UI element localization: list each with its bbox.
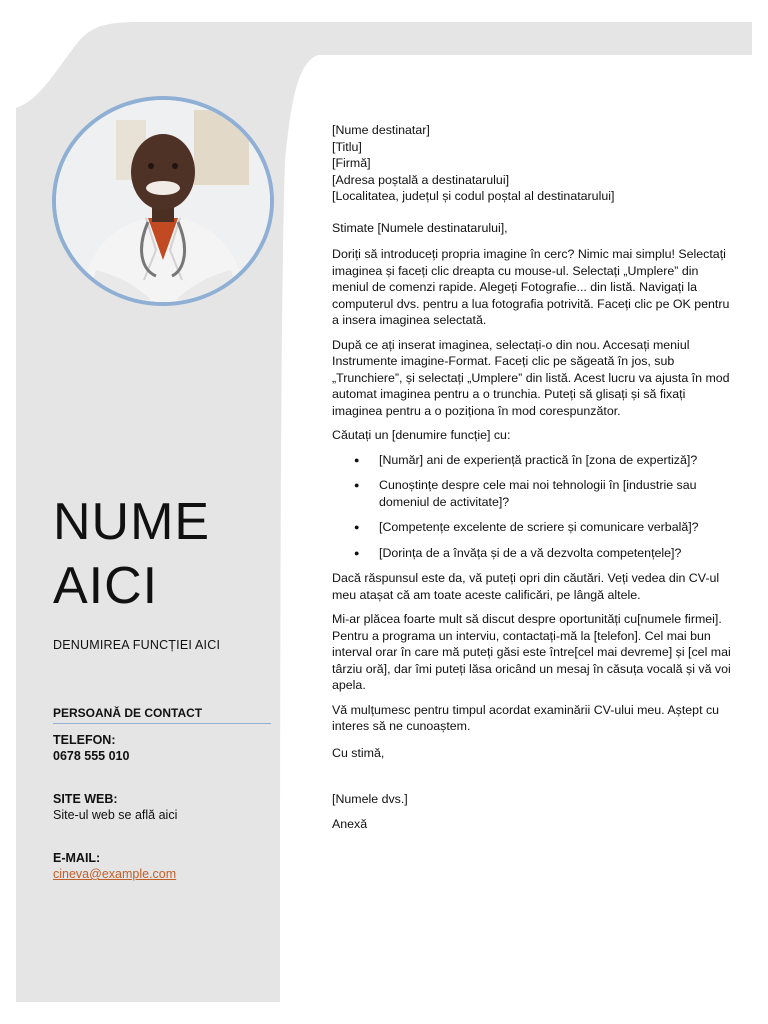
paragraph-1: Doriți să introduceți propria imagine în cerc? Nimic mai simplu! Selectați imaginea și faceți clic dreapta cu mouse-ul. Selectați „Umplere” din meniul de comenzi rapide. Alegeți Fotografie... din listă. Navigați la computerul dvs. pentru a lua fotografia potrivită. Faceți clic pe OK pentru a insera imaginea selectată. — [332, 247, 730, 327]
web-label: SITE WEB: — [53, 792, 118, 806]
contact-heading: PERSOANĂ DE CONTACT — [53, 706, 271, 724]
list-item: ● [Competențe excelente de scriere și comunicare verbală]? — [379, 519, 732, 536]
paragraph-3: Căutați un [denumire funcție] cu: — [332, 428, 511, 442]
recipient-address-line: [Adresa poștală a destinatarului] — [332, 172, 510, 187]
salutation: Stimate [Numele destinatarului], — [332, 220, 508, 235]
cover-letter — [332, 104, 732, 840]
email-link[interactable]: cineva@example.com — [53, 867, 177, 881]
email-link-wrap — [53, 867, 176, 881]
name-line-2: AICI — [53, 557, 159, 615]
phone-value: 0678 555 010 — [53, 749, 130, 763]
job-title: DENUMIREA FUNCȚIEI AICI — [53, 638, 221, 652]
candidate-name — [53, 490, 283, 618]
qualifications-list — [332, 452, 732, 562]
closing: Cu stimă, — [332, 745, 385, 760]
signature: [Numele dvs.] — [332, 792, 408, 806]
enclosure: Anexă — [332, 816, 368, 831]
web-value: Site-ul web se află aici — [53, 808, 178, 822]
list-item: ● [Număr] ani de experiență practică în [zona de expertiză]? — [379, 452, 732, 469]
paragraph-5: Mi-ar plăcea foarte mult să discut despre oportunități cu[numele firmei]. Pentru a programa un interviu, contactați-mă la [telefon]. Cel mai bun interval orar în care mă puteți găsi este între[cel mai devreme] și [cel mai târziu oră], dar îmi puteți lăsa oricând un mesaj în căsuța vocală și vă voi apela. — [332, 612, 731, 692]
recipient-name: [Nume destinatar] — [332, 123, 430, 137]
recipient-title: [Titlu] — [332, 139, 362, 154]
phone-label: TELEFON: — [53, 733, 116, 747]
paragraph-6: Vă mulțumesc pentru timpul acordat examinării CV-ului meu. Aștept cu interes să ne cunoaștem. — [332, 702, 720, 733]
name-line-1: NUME — [53, 493, 211, 551]
recipient-city-line: [Localitatea, județul și codul poștal al destinatarului] — [332, 189, 615, 203]
list-item: ● Cunoștințe despre cele mai noi tehnologii în [industrie sau domeniul de activitate]? — [379, 477, 732, 510]
profile-photo[interactable] — [52, 96, 274, 306]
doctor-portrait-image — [56, 100, 270, 302]
paragraph-4: Dacă răspunsul este da, vă puteți opri din căutări. Veți vedea din CV-ul meu atașat că am toate aceste calificări, pe lângă altele. — [332, 571, 720, 602]
recipient-company: [Firmă] — [332, 156, 371, 170]
paragraph-2: După ce ați inserat imaginea, selectați-o din nou. Accesați meniul Instrumente imagine-Format. Faceți clic pe săgeată în jos, sub „Trunchiere”, și selectați „Umplere” din listă. Acest lucru va ajusta în mod automat imaginea pentru a o trunchia. Puteți să glisați și să fixați imaginea pentru a o poziționa în mod corespunzător. — [332, 337, 730, 418]
list-item: ● [Dorința de a învăța și de a vă dezvolta competențele]? — [379, 545, 732, 562]
email-label: E-MAIL: — [53, 851, 101, 865]
